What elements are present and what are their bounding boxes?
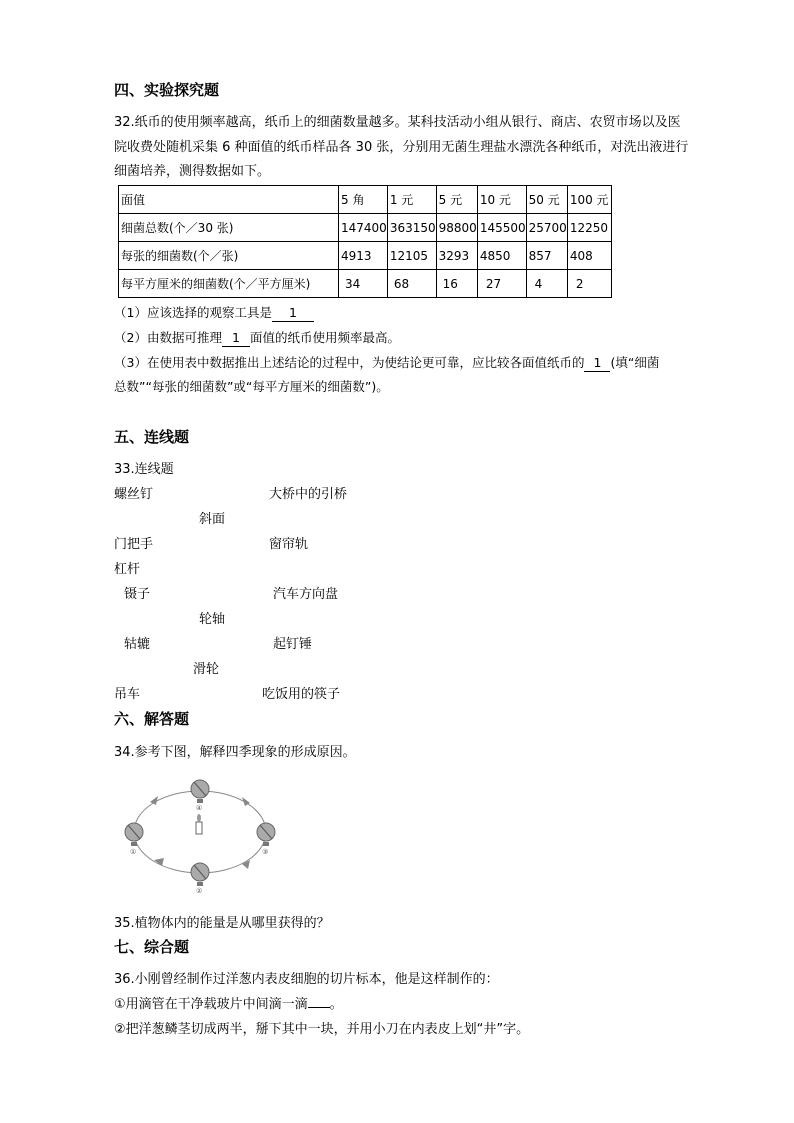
q32-sub-1-text: （1）应该选择的观察工具是 [114, 305, 272, 320]
q36-step-1 [114, 992, 343, 1017]
table-header-cell: 100 元 [567, 186, 611, 214]
section-5-title: 五、连线题 [114, 428, 190, 446]
table-cell: 每张的细菌数(个／张) [119, 242, 339, 270]
match-middle-item: 轮轴 [199, 612, 226, 627]
q36-step-1-end: 。 [329, 997, 343, 1012]
match-left-item: 杠杆 [114, 562, 141, 577]
q32-sub-2-text: （2）由数据可推理 [114, 330, 222, 345]
match-right-item: 吃饭用的筷子 [262, 687, 341, 702]
table-header-cell: 10 元 [477, 186, 526, 214]
match-middle-item: 斜面 [199, 512, 226, 527]
match-middle-item: 滑轮 [193, 662, 220, 677]
table-header-row [119, 186, 612, 214]
seasons-orbit-diagram [118, 774, 288, 894]
table-row [119, 214, 612, 242]
diagram-label: ② [196, 887, 203, 894]
globe-icon [125, 823, 143, 846]
table-cell: 细菌总数(个／30 张) [119, 214, 339, 242]
match-left-item: 螺丝钉 [114, 487, 154, 502]
match-right-item: 大桥中的引桥 [269, 487, 348, 502]
q32-sub-2-answer: 1 [222, 330, 250, 347]
table-row [119, 270, 612, 298]
q32-line-1: 32.纸币的使用频率越高，纸币上的细菌数量越多。某科技活动小组从银行、商店、农贸市场以及医 [114, 115, 681, 130]
table-cell: 147400 [339, 214, 388, 242]
match-left-item: 轱辘 [124, 637, 151, 652]
q32-sub-1 [114, 303, 314, 322]
q32-sub-2 [114, 328, 400, 347]
globe-icon [257, 823, 275, 846]
table-cell: 4913 [339, 242, 388, 270]
table-cell: 3293 [436, 242, 477, 270]
match-left-item: 门把手 [114, 537, 154, 552]
match-left-item: 镊子 [124, 587, 151, 602]
q32-line-2: 院收费处随机采集 6 种面值的纸币样品各 30 张，分别用无菌生理盐水漂洗各种纸币，对洗出液进行 [114, 140, 689, 155]
section-4-title: 四、实验探究题 [114, 81, 220, 99]
table-cell: 4 [526, 270, 567, 298]
table-cell: 16 [436, 270, 477, 298]
table-cell: 857 [526, 242, 567, 270]
table-cell: 12105 [387, 242, 436, 270]
q36-text: 36.小刚曾经制作过洋葱内表皮细胞的切片标本，他是这样制作的： [114, 972, 499, 987]
match-right-item: 汽车方向盘 [273, 587, 339, 602]
table-row [119, 242, 612, 270]
table-header-cell: 1 元 [387, 186, 436, 214]
match-right-item: 起钉锤 [273, 637, 313, 652]
table-header-cell: 5 元 [436, 186, 477, 214]
globe-icon [191, 780, 209, 803]
table-cell: 408 [567, 242, 611, 270]
q32-sub-3-text: （3）在使用表中数据推出上述结论的过程中，为使结论更可靠，应比较各面值纸币的 [114, 355, 585, 370]
diagram-label: ③ [262, 848, 269, 856]
table-header-cell: 50 元 [526, 186, 567, 214]
q32-sub-3 [114, 353, 659, 372]
q36-step-1-blank [308, 993, 330, 1008]
table-cell: 25700 [526, 214, 567, 242]
table-cell: 27 [477, 270, 526, 298]
table-cell: 12250 [567, 214, 611, 242]
table-header-cell: 5 角 [339, 186, 388, 214]
table-cell: 4850 [477, 242, 526, 270]
section-7-title: 七、综合题 [114, 938, 190, 956]
q32-sub-1-answer: 1 [272, 305, 314, 322]
q32-sub-3-text-end: (填“细菌 [610, 355, 660, 370]
candle-icon [196, 822, 202, 834]
globe-icon [191, 863, 209, 886]
table-cell: 2 [567, 270, 611, 298]
diagram-label: ① [130, 848, 137, 856]
match-left-item: 吊车 [114, 687, 141, 702]
q35-text: 35.植物体内的能量是从哪里获得的？ [114, 916, 330, 931]
q33-title: 33.连线题 [114, 462, 174, 477]
table-cell: 145500 [477, 214, 526, 242]
q32-sub-2-text-end: 面值的纸币使用频率最高。 [249, 330, 400, 345]
section-6-title: 六、解答题 [114, 710, 190, 728]
table-cell: 68 [387, 270, 436, 298]
table-cell: 363150 [387, 214, 436, 242]
q34-text: 34.参考下图，解释四季现象的形成原因。 [114, 745, 356, 760]
table-cell: 98800 [436, 214, 477, 242]
q36-step-2: ②把洋葱鳞茎切成两半，掰下其中一块，并用小刀在内表皮上划“井”字。 [114, 1022, 530, 1037]
q36-step-1-text: ①用滴管在干净载玻片中间滴一滴 [114, 997, 308, 1012]
table-header-cell: 面值 [119, 186, 339, 214]
table-cell: 每平方厘米的细菌数(个／平方厘米) [119, 270, 339, 298]
q32-sub-3-line-2: 总数”“每张的细菌数”或“每平方厘米的细菌数”)。 [114, 379, 389, 394]
match-right-item: 窗帘轨 [269, 537, 309, 552]
q32-line-3: 细菌培养，测得数据如下。 [114, 164, 271, 179]
bacteria-data-table [118, 185, 612, 298]
diagram-label: ④ [196, 804, 203, 812]
q32-sub-3-answer: 1 [584, 355, 610, 372]
table-cell: 34 [339, 270, 388, 298]
